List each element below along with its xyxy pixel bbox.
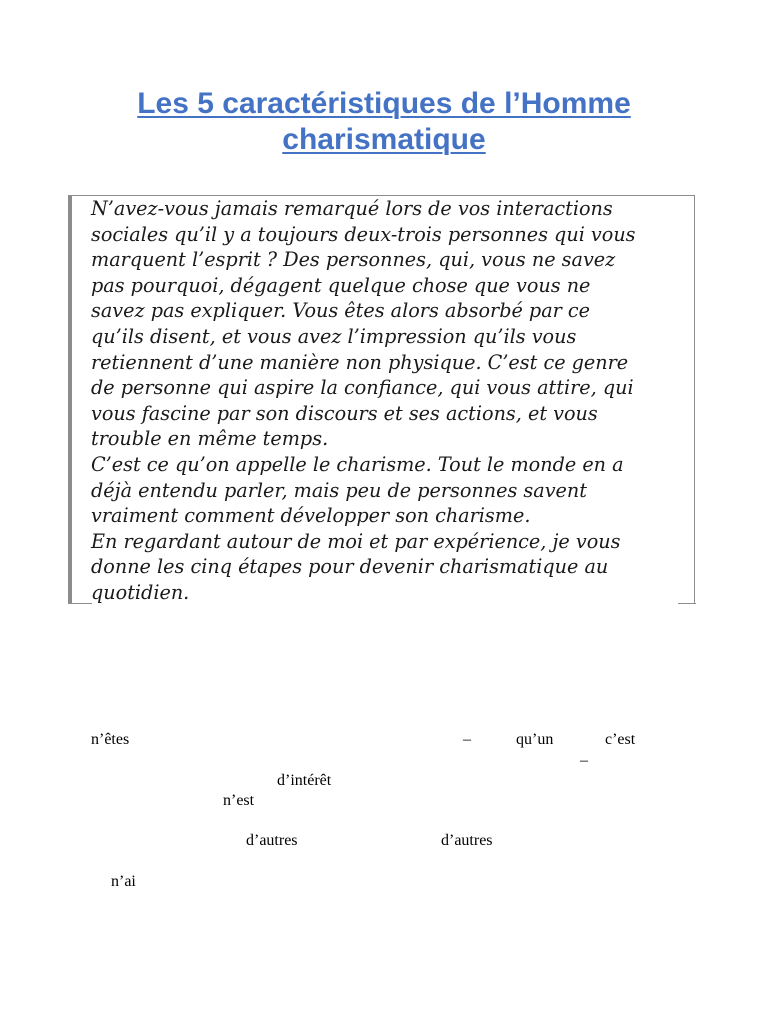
intro-line: qu’ils disent, et vous avez l’impression qu’ils vous (91, 324, 577, 348)
intro-quote-text (91, 196, 691, 606)
intro-quote-frame-corner-left (68, 603, 92, 604)
page-title-line-1: Les 5 caractéristiques de l’Homme (137, 87, 631, 120)
intro-line: En regardant autour de moi et par expérience, je vous (91, 529, 621, 553)
intro-line: donne les cinq étapes pour devenir charismatique au (91, 555, 609, 579)
intro-line: déjà entendu parler, mais peu de personnes savent (91, 478, 587, 502)
intro-line: vraiment comment développer son charisme. (91, 504, 531, 528)
intro-line: C’est ce qu’on appelle le charisme. Tout le monde en a (91, 452, 624, 476)
intro-line: sociales qu’il y a toujours deux-trois personnes qui vous (91, 222, 636, 246)
text-fragment-cest: c’est (605, 731, 636, 748)
intro-line: de personne qui aspire la confiance, qui vous attire, qui (91, 376, 634, 400)
intro-line: N’avez-vous jamais remarqué lors de vos interactions (91, 197, 613, 220)
text-fragment-dash: – (580, 752, 588, 769)
text-fragment-dautres: d’autres (441, 832, 493, 849)
text-fragment-nai: n’ai (111, 873, 136, 890)
intro-line: marquent l’esprit ? Des personnes, qui, vous ne savez (91, 248, 616, 272)
page-title (84, 86, 684, 158)
intro-line: trouble en même temps. (91, 427, 329, 451)
intro-line: retiennent d’une manière non physique. C’est ce genre (91, 350, 629, 374)
text-fragment-netes: n’êtes (91, 731, 130, 748)
text-fragment-dash: – (463, 731, 471, 748)
text-fragment-dinteret: d’intérêt (277, 772, 332, 789)
text-fragment-quun: qu’un (516, 731, 554, 748)
intro-line: savez pas expliquer. Vous êtes alors absorbé par ce (91, 299, 591, 323)
intro-line: vous fascine par son discours et ses actions, et vous (91, 401, 598, 425)
page-title-line-2: charismatique (282, 123, 486, 156)
intro-line: pas pourquoi, dégagent quelque chose que vous ne (91, 273, 591, 297)
intro-line: quotidien. (91, 580, 190, 604)
text-fragment-dautres: d’autres (246, 832, 298, 849)
text-fragment-nest: n’est (223, 792, 255, 809)
